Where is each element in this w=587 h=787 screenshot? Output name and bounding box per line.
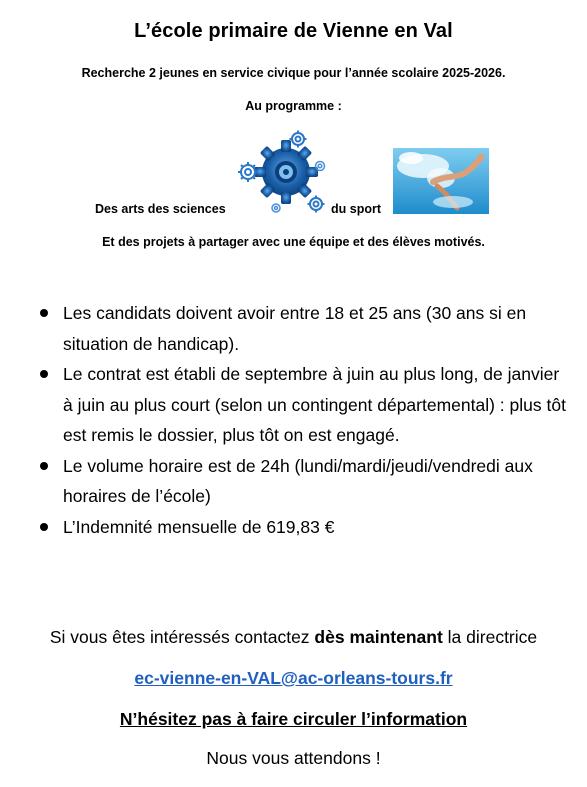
arts-sciences-label: Des arts des sciences bbox=[95, 202, 226, 216]
projects-line: Et des projets à partager avec une équipe et des élèves motivés. bbox=[102, 235, 485, 249]
closing-message: Nous vous attendons ! bbox=[206, 748, 381, 768]
gears-icon bbox=[236, 130, 328, 216]
list-item-text: L’Indemnité mensuelle de 619,83 € bbox=[63, 516, 335, 537]
list-item bbox=[40, 512, 570, 543]
page-title: L’école primaire de Vienne en Val bbox=[134, 20, 453, 42]
share-message: N’hésitez pas à faire circuler l’information bbox=[119, 709, 468, 729]
contact-line bbox=[0, 627, 587, 648]
swimmer-photo bbox=[393, 148, 489, 214]
contact-text-after: la directrice bbox=[442, 627, 538, 647]
list-item-text: Le volume horaire est de 24h (lundi/mardi/jeudi/vendredi aux horaires de l’école) bbox=[63, 455, 533, 506]
list-item-text: Le contrat est établi de septembre à juin au plus long, de janvier à juin au plus court (selon un contingent départemental) : plus tôt est remis le dossier, plus tôt on est engagé. bbox=[63, 364, 566, 445]
email-link[interactable]: ec-vienne-en-VAL@ac-orleans-tours.fr bbox=[134, 668, 453, 688]
sport-label: du sport bbox=[331, 202, 381, 216]
bullet-icon bbox=[40, 462, 48, 470]
conditions-list bbox=[40, 298, 570, 542]
bullet-icon bbox=[40, 523, 48, 531]
list-item bbox=[40, 451, 570, 512]
bullet-icon bbox=[40, 370, 48, 378]
programme-heading: Au programme : bbox=[245, 99, 342, 113]
contact-text-before: Si vous êtes intéressés contactez bbox=[49, 627, 315, 647]
bullet-icon bbox=[40, 309, 48, 317]
list-item bbox=[40, 298, 570, 359]
contact-emphasis: dès maintenant bbox=[314, 627, 443, 647]
list-item bbox=[40, 359, 570, 451]
list-item-text: Les candidats doivent avoir entre 18 et 25 ans (30 ans si en situation de handicap). bbox=[63, 303, 527, 354]
subtitle: Recherche 2 jeunes en service civique pour l’année scolaire 2025-2026. bbox=[81, 66, 506, 80]
